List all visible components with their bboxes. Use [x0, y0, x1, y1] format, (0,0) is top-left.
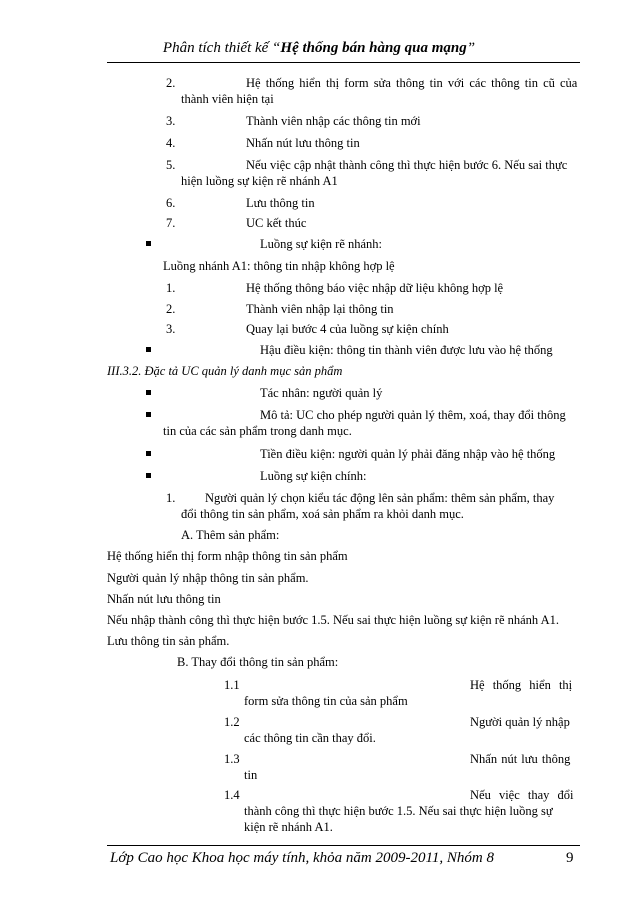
step-number: 3. [166, 322, 176, 336]
step-number: 5. [166, 158, 176, 172]
bullet-text: Hậu điều kiện: thông tin thành viên được lưu vào hệ thống [260, 343, 553, 357]
subheading-a: A. Thêm sản phẩm: [181, 528, 280, 542]
bullet-text-cont: tin của các sản phẩm trong danh mục. [163, 424, 352, 438]
bullet-text: Tiền điều kiện: người quản lý phải đăng nhập vào hệ thống [260, 447, 556, 461]
page-footer: Lớp Cao học Khoa học máy tính, khỏa năm 2009-2011, Nhóm 8 [110, 850, 494, 866]
section-heading: III.3.2. Đặc tả UC quản lý danh mục sản phẩm [107, 364, 343, 378]
footer-rule [107, 845, 580, 846]
bullet-text: Tác nhân: người quản lý [260, 386, 383, 400]
substep-text-cont: form sửa thông tin của sản phẩm [244, 694, 408, 708]
step-text: Lưu thông tin [246, 196, 315, 210]
step-text: Người quản lý chọn kiểu tác động lên sản phẩm: thêm sản phẩm, thay [205, 491, 555, 505]
step-number: 2. [166, 76, 176, 90]
step-text: UC kết thúc [246, 216, 307, 230]
substep-text: Người quản lý nhập [470, 715, 570, 729]
substep-text-cont: tin [244, 768, 258, 782]
substep-number: 1.1 [224, 678, 240, 692]
substep-text-cont: các thông tin cần thay đổi. [244, 731, 376, 745]
bullet-icon [146, 241, 151, 246]
header-title-bold: Hệ thống bán hàng qua mạng [280, 40, 467, 56]
substep-text: Hệ thống hiển thị [470, 678, 573, 692]
header-prefix: Phân tích thiết kế “ [162, 40, 281, 56]
bullet-icon [146, 412, 151, 417]
paragraph: Hệ thống hiển thị form nhập thông tin sản phẩm [107, 549, 348, 563]
step-number: 3. [166, 114, 176, 128]
header-rule [107, 62, 580, 63]
subheading-b: B. Thay đổi thông tin sản phẩm: [177, 655, 339, 669]
page-number: 9 [566, 850, 574, 866]
substep-number: 1.4 [224, 788, 240, 802]
step-number: 6. [166, 196, 176, 210]
step-text-cont: hiện luồng sự kiện rẽ nhánh A1 [181, 174, 338, 188]
substep-number: 1.3 [224, 752, 240, 766]
substep-number: 1.2 [224, 715, 240, 729]
step-text: Nếu việc cập nhật thành công thì thực hiện bước 6. Nếu sai thực [246, 158, 568, 172]
step-text: Nhấn nút lưu thông tin [246, 136, 360, 150]
paragraph: Lưu thông tin sản phẩm. [107, 634, 230, 648]
substep-text: Nhấn nút lưu thông [470, 752, 571, 766]
step-text-cont: thành viên hiện tại [181, 92, 274, 106]
step-number: 2. [166, 302, 176, 316]
paragraph: Nếu nhập thành công thì thực hiện bước 1.5. Nếu sai thực hiện luồng sự kiện rẽ nhánh A1. [107, 613, 560, 627]
step-text: Quay lại bước 4 của luồng sự kiện chính [246, 322, 449, 336]
bullet-text: Luồng sự kiện rẽ nhánh: [260, 237, 383, 251]
step-text: Thành viên nhập lại thông tin [246, 302, 394, 316]
bullet-text: Luồng sự kiện chính: [260, 469, 367, 483]
step-number: 7. [166, 216, 176, 230]
step-text: Thành viên nhập các thông tin mới [246, 114, 421, 128]
paragraph: Người quản lý nhập thông tin sản phẩm. [107, 571, 309, 585]
header-suffix: ” [466, 40, 476, 56]
bullet-icon [146, 451, 151, 456]
substep-text-cont: thành công thì thực hiện bước 1.5. Nếu sai thực hiện luồng sự [244, 804, 553, 818]
bullet-icon [146, 473, 151, 478]
step-text: Hệ thống thông báo việc nhập dữ liệu không hợp lệ [246, 281, 504, 295]
paragraph: Nhấn nút lưu thông tin [107, 592, 221, 606]
bullet-icon [146, 390, 151, 395]
substep-text-cont: kiện rẽ nhánh A1. [244, 820, 333, 834]
alt-flow-title: Luồng nhánh A1: thông tin nhập không hợp lệ [163, 259, 395, 273]
step-text-cont: đổi thông tin sản phẩm, xoá sản phẩm ra khỏi danh mục. [181, 507, 464, 521]
bullet-text: Mô tả: UC cho phép người quản lý thêm, xoá, thay đổi thông [260, 408, 566, 422]
step-number: 1. [166, 491, 176, 505]
substep-text: Nếu việc thay đổi [470, 788, 574, 802]
step-number: 1. [166, 281, 176, 295]
step-number: 4. [166, 136, 176, 150]
bullet-icon [146, 347, 151, 352]
step-text: Hệ thống hiển thị form sửa thông tin với các thông tin cũ của [246, 76, 578, 90]
page-header [0, 40, 638, 57]
